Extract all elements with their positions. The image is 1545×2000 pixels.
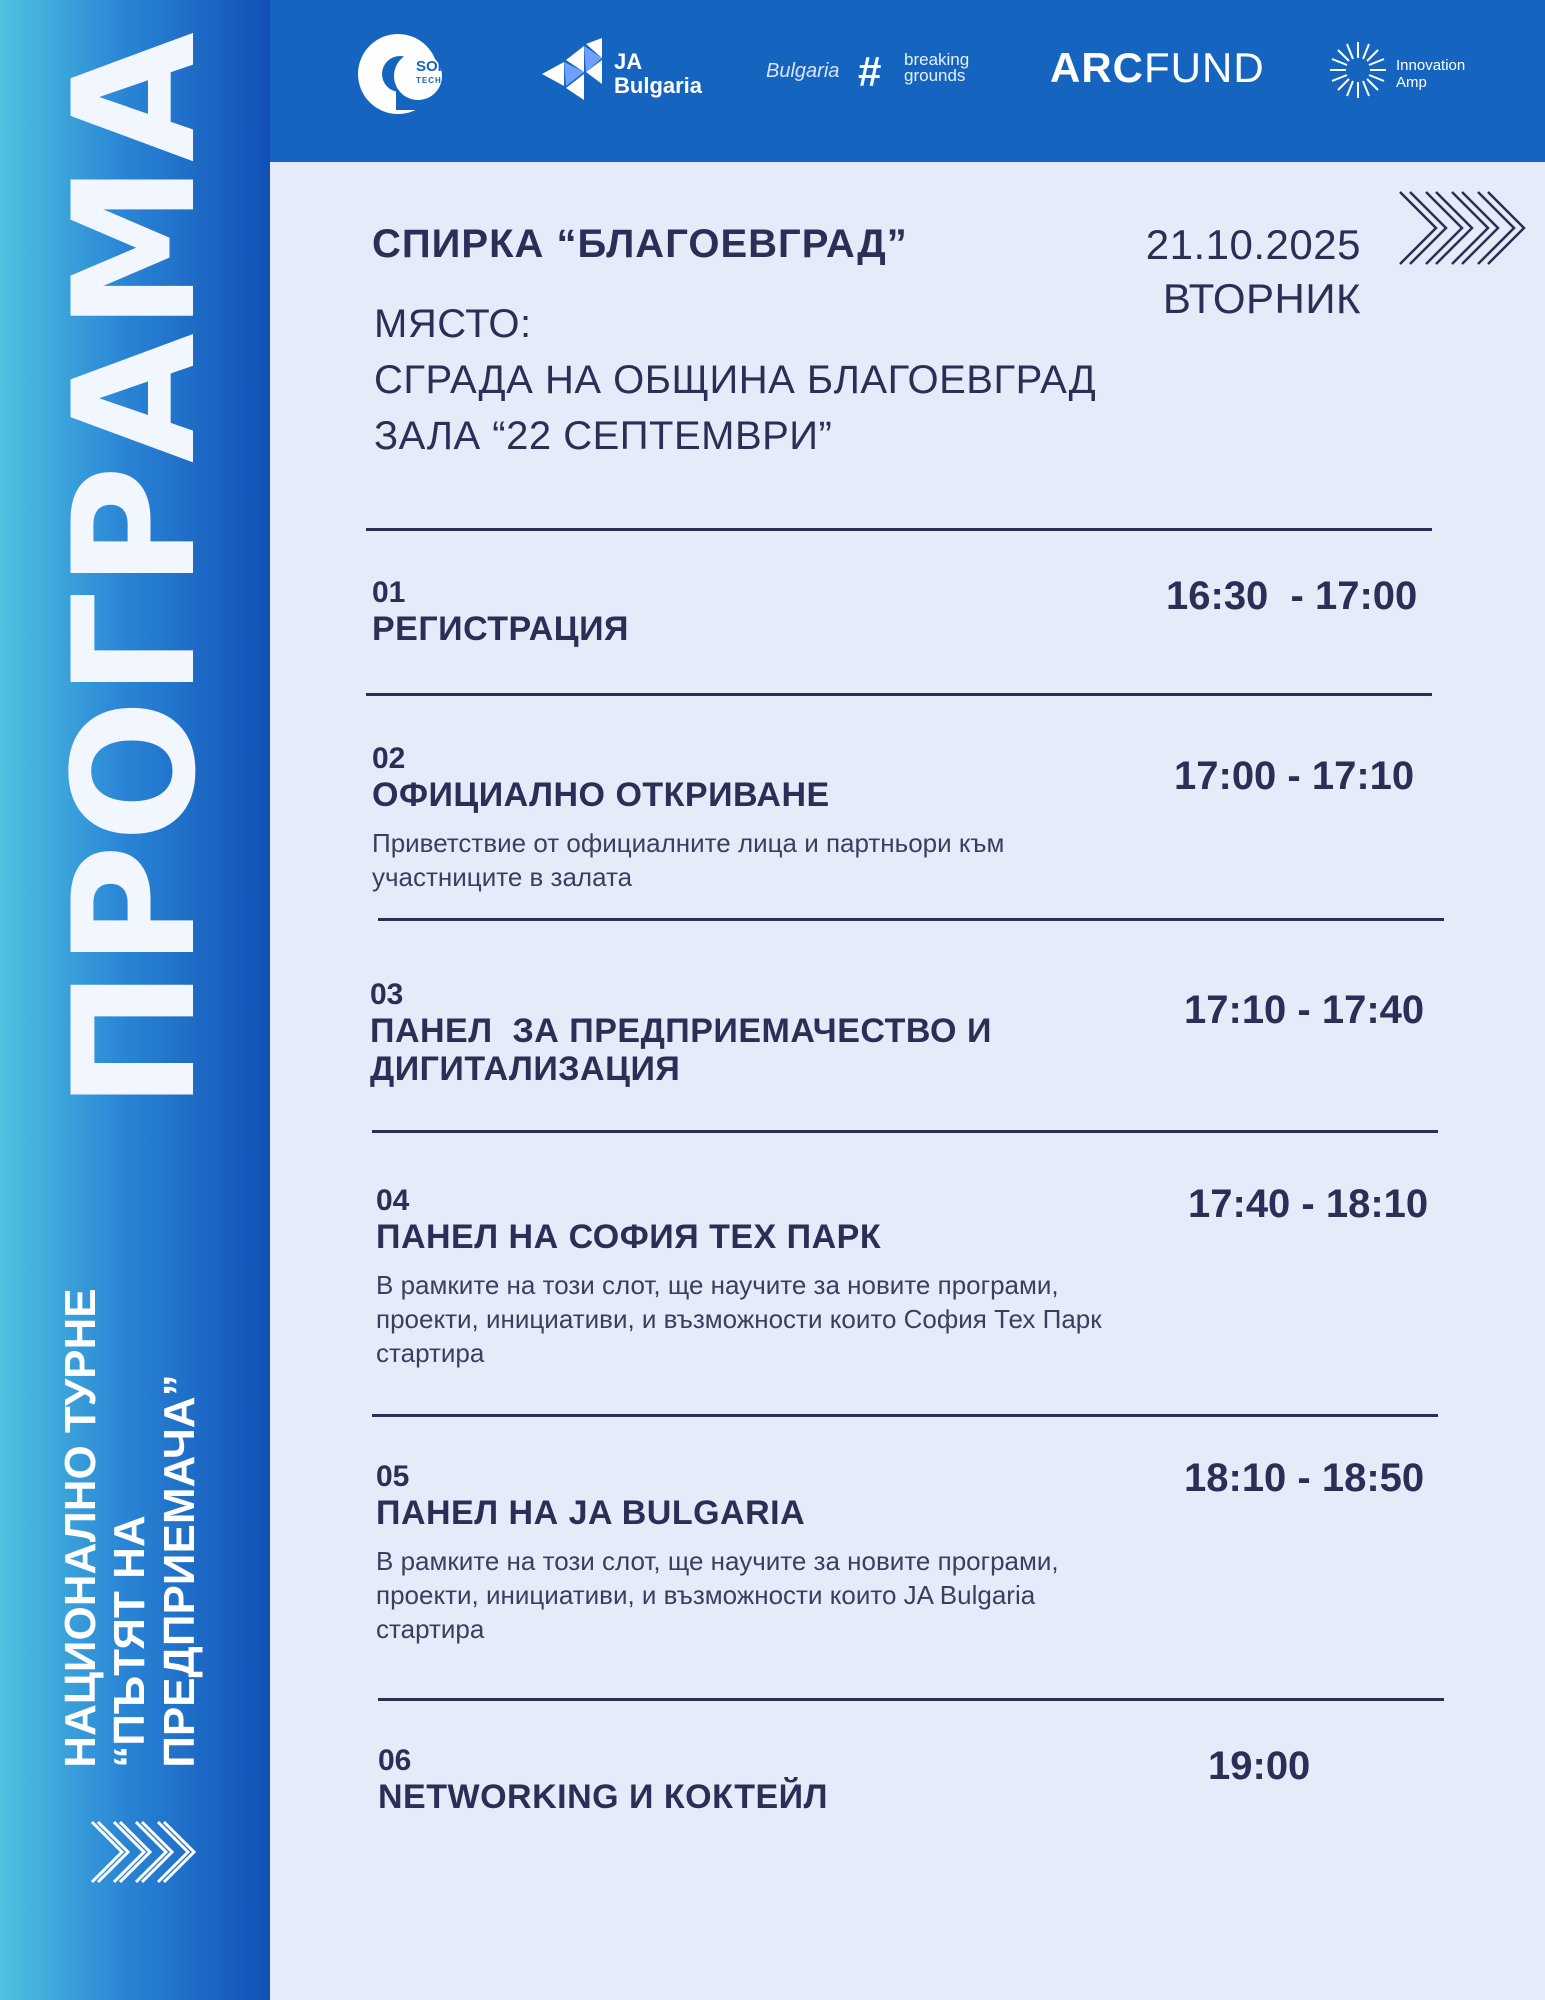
- venue-line: МЯСТО:: [374, 302, 532, 346]
- venue-line: ЗАЛА “22 СЕПТЕМВРИ”: [374, 414, 833, 458]
- arc-logo-bold: ARC: [1050, 44, 1144, 91]
- agenda-time: 17:10 - 17:40: [1184, 988, 1425, 1032]
- bulgaria-breaking-grounds-logo: [766, 48, 1006, 98]
- agenda-number: 01: [372, 576, 406, 609]
- tour-title: [56, 1289, 204, 1768]
- agenda-item: [372, 576, 1132, 648]
- agenda-number: 05: [376, 1460, 410, 1493]
- program-title: ПРОГРАМА: [37, 30, 233, 1110]
- agenda-title: ПАНЕЛ ЗА ПРЕДПРИЕМАЧЕСТВО И ДИГИТАЛИЗАЦИЯ: [370, 1012, 1002, 1088]
- agenda-number: 06: [378, 1744, 412, 1777]
- bg-logo-right-text: [904, 52, 969, 84]
- date-block: [1146, 218, 1361, 326]
- divider: [378, 918, 1444, 921]
- amp-logo-line: Innovation: [1396, 57, 1466, 74]
- arc-fund-logo: [1050, 44, 1265, 92]
- event-date: 21.10.2025: [1145, 221, 1361, 268]
- innovation-amp-logo: [1328, 40, 1488, 104]
- venue-line: СГРАДА НА ОБЩИНА БЛАГОЕВГРАД: [374, 358, 1097, 402]
- divider: [366, 528, 1432, 531]
- bg-logo-line: breaking: [904, 50, 970, 69]
- amp-logo-line: Amp: [1396, 73, 1427, 91]
- agenda-number: 02: [372, 742, 406, 775]
- tour-title-line: ПРЕДПРИЕМАЧА”: [154, 1374, 204, 1768]
- agenda-description: В рамките на този слот, ще научите за новите програми, проекти, инициативи, и възможности които София Тех Парк стартира: [376, 1270, 1102, 1368]
- arc-logo-light: FUND: [1144, 44, 1265, 91]
- bg-logo-line: grounds: [904, 66, 966, 86]
- agenda-item: [378, 1744, 1138, 1816]
- bg-logo-left-text: Bulgaria: [766, 60, 840, 82]
- agenda-description: В рамките на този слот, ще научите за новите програми, проекти, инициативи, и възможности които JA Bulgaria стартира: [376, 1546, 1059, 1644]
- sofia-logo-text: SOFIA: [416, 58, 462, 75]
- agenda-description: Приветствие от официалните лица и партньори към участниците в залата: [372, 828, 1005, 892]
- header-bar: [270, 0, 1545, 162]
- ja-logo-line: JA: [614, 49, 643, 74]
- event-weekday: ВТОРНИК: [1162, 275, 1361, 322]
- tour-title-line: НАЦИОНАЛНО ТУРНЕ: [56, 1288, 105, 1768]
- chevrons-icon: [1396, 190, 1532, 271]
- agenda-time: 17:00 - 17:10: [1174, 754, 1415, 798]
- agenda-item: [376, 1460, 1136, 1646]
- agenda-title: РЕГИСТРАЦИЯ: [372, 610, 629, 648]
- divider: [378, 1698, 1444, 1701]
- hashtag-icon: #: [858, 48, 882, 95]
- divider: [372, 1414, 1438, 1417]
- agenda-item: [370, 978, 1130, 1088]
- ja-bulgaria-logo: [542, 38, 712, 108]
- sofia-logo-subtext: TECHPARK: [416, 76, 468, 85]
- agenda-number: 03: [370, 978, 404, 1011]
- tour-title-line: “ПЪТЯТ НА: [105, 1515, 155, 1768]
- divider: [372, 1130, 1438, 1133]
- ja-logo-line: Bulgaria: [614, 73, 703, 99]
- agenda-time: 18:10 - 18:50: [1184, 1456, 1425, 1500]
- divider: [366, 693, 1432, 696]
- agenda-title: NETWORKING И КОКТЕЙЛ: [378, 1778, 828, 1816]
- sidebar-banner: [0, 0, 270, 2000]
- agenda-title: ОФИЦИАЛНО ОТКРИВАНЕ: [372, 776, 830, 814]
- agenda-title: ПАНЕЛ НА СОФИЯ ТЕХ ПАРК: [376, 1218, 882, 1256]
- stop-title: СПИРКА “БЛАГОЕВГРАД”: [372, 222, 908, 266]
- agenda-time: 16:30 - 17:00: [1166, 574, 1418, 618]
- venue-block: [374, 296, 1096, 464]
- chevrons-icon: [88, 1820, 208, 1889]
- sofia-techpark-logo: [356, 30, 466, 118]
- agenda-item: [376, 1184, 1136, 1370]
- agenda-item: [372, 742, 1132, 894]
- agenda-number: 04: [376, 1184, 410, 1217]
- agenda-time: 19:00: [1208, 1744, 1311, 1788]
- agenda-title: ПАНЕЛ НА JA BULGARIA: [376, 1494, 806, 1532]
- agenda-time: 17:40 - 18:10: [1188, 1182, 1429, 1226]
